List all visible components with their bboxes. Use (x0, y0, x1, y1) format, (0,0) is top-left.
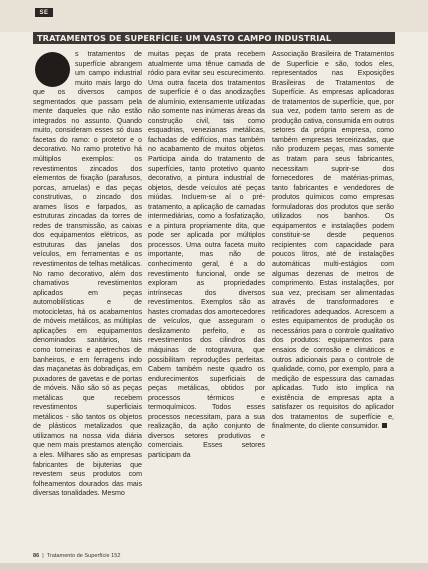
text-column-2 (148, 50, 265, 550)
column-1-text: s tratamentos de superfície abrangem um campo industrial muito mais largo do que os diversos campos segmentados que passam pela mente daqueles que não estão integrados no assunto. Quando muito, consideram esses só duas facetas do ramo: o protetor e o decorativo. No ramo protetivo há múltiplos exemplos: os revestimentos zincados dos elementos de fixação (parafusos, porcas, arruelas) e das peças construtivas, o zincado dos arames lisos e farpados, as estruturas zincadas da torres de redes de transmissão, as caixas dos equipamentos elétricos, as estruturas das janelas dos veículos, em ferramentas e os revestimentos de telhas metálicas. No ramo decorativo, além dos chamativos revestimentos aplicados em peças automobilísticas e de motocicletas, há os acabamentos de móveis metálicos, as múltiplas aplicações em equipamentos denominados sanitários, tais como torneiras e apetrechos de banheiros, e em ferragens indo das maçanetas às dobradiças, em puxadores de gavetas e de portas de móveis. Não são só as peças metálicas que recebem revestimentos superficiais metálicos - são tantos os objetos de plásticos metalizados que utilizamos na nossa vida diária que nem mais prestamos atenção a eles. Milhares são as empresas fabricantes de bijuterias que revestem seus produtos com folheamentos dourados das mais diversas tonalidades. Mesmo (33, 50, 142, 498)
column-3-text: Associação Brasileira de Tratamentos de Superfície e são, todos eles, representados nas Exposições Brasileiras de Tratamentos de Superfície. As empresas aplicadoras de tratamentos de superfície, que, por sua vez, podem tanto serem as de produção cativa, consumida em outros setores da própria empresa, como também empresas terceirizadas, que não produzem peças, mas somente as tratam para seus fabricantes, necessitam suprir-se dos fornecedores de matérias-primas, tanto fabricantes e vendedores de produtos químicos como empresas formuladoras dos produtos que serão utilizados nos banhos. Os equipamentos e instalações podem constituir-se desde pequenos recipientes com capacidade para poucos litros, até de instalações automáticas multi-estágios com algumas dezenas de metros de comprimento. Estas instalações, por sua vez, precisam ser alimentadas através de transformadores e retificadores adequados. Acrescem a estes equipamentos de produção os necessários para o controle qualitativo dos produtos: equipamentos para ensaios de corrosão e climáticos e outros adicionais para o controle de qualidade, como, por exemplo, para a medição de espessura das camadas aplicadas. Tudo isto implica na existência de empresas apta a satisfazer os requisitos do aplicador dos tratamentos de superfície e, finalmente, do cliente consumidor. (272, 50, 394, 431)
end-of-article-icon (382, 423, 387, 428)
text-column-1 (33, 50, 142, 550)
publication-logo: SE (35, 8, 53, 17)
footer-separator: | (42, 553, 44, 559)
column-2-text: muitas peças de prata recebem atualmente uma tênue camada de ródio para evitar seu escurecimento. Uma outra faceta dos tratamentos de superfície é o das anodizações de alumínio, extensamente utilizadas não somente nas inúmeras áreas da construção civil, tais como esquadrias, venezianas metálicas, fachadas de edifícios, mas também no acabamento de muitos objetos. Participa ainda do tratamento de superfícies, tanto protetivo quanto decorativo, a pintura industrial de objetos, desde veículos até peças miúdas. Incluem-se aí o pré-tratamento, a aplicação de camadas intermediárias, como a fosfatização, e a pintura propriamente dita, que pode ser aplicada por múltiplos processos. Uma outra faceta muito importante, mas não de conhecimento geral, é a do revestimento funcional, onde se exploram as propriedades intrínsecas dos diversos revestimentos. Exemplos são as hastes cromadas dos amortecedores de veículos, que asseguram o deslizamento perfeito, e os revestimentos dos cilindros das máquinas de rotogravura, que possibilitam reproduções perfeitas. Cabem também neste quadro os endurecimentos superficiais de peças metálicas, obtidos por processos térmicos e termoquímicos. Todos esses processos necessitam, para a sua realização, da ação conjunto de diversos setores produtivos e comerciais. Esses setores participam da (148, 50, 265, 459)
article-title: TRATAMENTOS DE SUPERFÍCIE: UM VASTO CAMPO INDUSTRIAL (33, 32, 395, 44)
top-band (0, 0, 428, 32)
journal-name: Tratamento de Superfície 152 (46, 553, 121, 559)
bottom-band (0, 563, 428, 570)
page-footer (33, 553, 121, 559)
text-column-3 (272, 50, 394, 550)
page-number: 86 (33, 553, 40, 559)
drop-cap-o-icon (35, 52, 70, 87)
